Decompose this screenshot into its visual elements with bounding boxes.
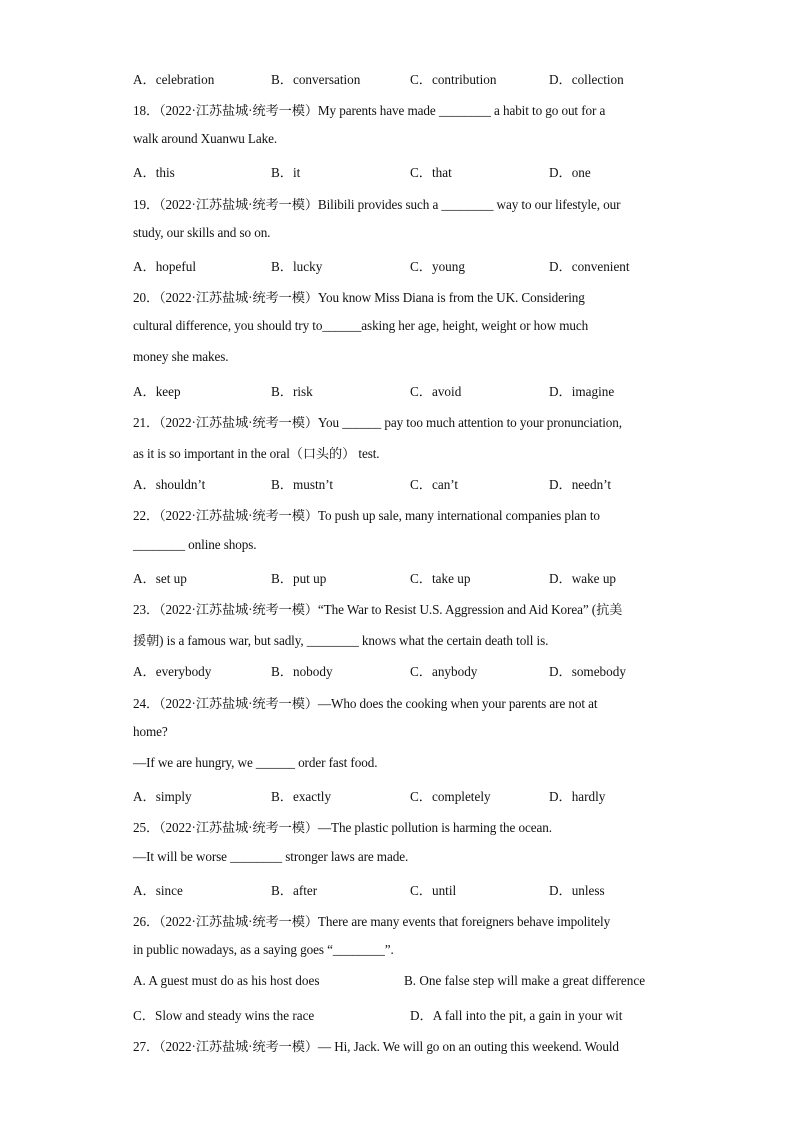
option-b: B．exactly (271, 789, 332, 804)
question-25-line-2: —It will be worse ________ stronger laws are made. (133, 849, 409, 864)
option-c: C．contribution (410, 72, 497, 87)
option-c: C．until (410, 883, 457, 898)
option-b: B．conversation (271, 72, 361, 87)
option-d: D．one (549, 165, 591, 180)
question-23-line-1: 23．（2022·江苏盐城·统考一模）“The War to Resist U.S. Aggression and Aid Korea” (抗美 (133, 602, 623, 617)
option-c: C．young (410, 259, 465, 274)
option-a: A．hopeful (133, 259, 196, 274)
option-c: C．can’t (410, 477, 459, 492)
option-d: D．unless (549, 883, 605, 898)
option-a: A. A guest must do as his host does (133, 973, 320, 988)
option-b: B．put up (271, 571, 327, 586)
option-a: A．simply (133, 789, 192, 804)
question-24-line-2: home? (133, 724, 168, 739)
option-b: B．risk (271, 384, 313, 399)
option-b: B．after (271, 883, 318, 898)
option-d: D．A fall into the pit, a gain in your wit (410, 1008, 623, 1023)
option-a: A．since (133, 883, 183, 898)
option-a: A．everybody (133, 664, 212, 679)
question-22-line-1: 22．（2022·江苏盐城·统考一模）To push up sale, many international companies plan to (133, 508, 600, 523)
question-22-line-2: ________ online shops. (133, 537, 257, 552)
option-b: B．lucky (271, 259, 323, 274)
question-24-line-1: 24．（2022·江苏盐城·统考一模）—Who does the cooking when your parents are not at (133, 696, 598, 711)
question-18-line-2: walk around Xuanwu Lake. (133, 131, 278, 146)
option-b: B．it (271, 165, 301, 180)
option-c: C．anybody (410, 664, 478, 679)
option-a: A．this (133, 165, 175, 180)
option-a: A．keep (133, 384, 181, 399)
question-21-line-2: as it is so important in the oral（口头的） test. (133, 446, 380, 461)
option-a: A．set up (133, 571, 187, 586)
option-b: B．nobody (271, 664, 333, 679)
option-c: C．avoid (410, 384, 462, 399)
question-26-line-1: 26．（2022·江苏盐城·统考一模）There are many events that foreigners behave impolitely (133, 914, 611, 929)
option-c: C．completely (410, 789, 491, 804)
question-19-line-1: 19．（2022·江苏盐城·统考一模）Bilibili provides such a ________ way to our lifestyle, our (133, 197, 621, 212)
option-d: D．imagine (549, 384, 615, 399)
option-d: D．needn’t (549, 477, 612, 492)
option-d: D．wake up (549, 571, 617, 586)
question-20-line-3: money she makes. (133, 349, 229, 364)
question-20-line-2: cultural difference, you should try to______asking her age, height, weight or how much (133, 318, 589, 333)
option-c: C．that (410, 165, 452, 180)
option-a: A．shouldn’t (133, 477, 206, 492)
question-21-line-1: 21．（2022·江苏盐城·统考一模）You ______ pay too much attention to your pronunciation, (133, 415, 622, 430)
question-25-line-1: 25．（2022·江苏盐城·统考一模）—The plastic pollution is harming the ocean. (133, 820, 552, 835)
option-d: D．convenient (549, 259, 630, 274)
option-b: B．mustn’t (271, 477, 334, 492)
option-a: A．celebration (133, 72, 215, 87)
question-24-line-3: —If we are hungry, we ______ order fast food. (133, 755, 378, 770)
option-c: C．Slow and steady wins the race (133, 1008, 315, 1023)
question-26-line-2: in public nowadays, as a saying goes “________”. (133, 942, 394, 957)
question-23-line-2: 援朝) is a famous war, but sadly, ________ knows what the certain death toll is. (133, 633, 549, 648)
option-b: B. One false step will make a great difference (404, 973, 646, 988)
option-d: D．collection (549, 72, 624, 87)
question-18-line-1: 18．（2022·江苏盐城·统考一模）My parents have made ________ a habit to go out for a (133, 103, 606, 118)
question-20-line-1: 20．（2022·江苏盐城·统考一模）You know Miss Diana is from the UK. Considering (133, 290, 585, 305)
question-19-line-2: study, our skills and so on. (133, 225, 271, 240)
option-d: D．hardly (549, 789, 606, 804)
option-c: C．take up (410, 571, 471, 586)
question-27-line-1: 27．（2022·江苏盐城·统考一模）— Hi, Jack. We will go on an outing this weekend. Would (133, 1039, 619, 1054)
option-d: D．somebody (549, 664, 626, 679)
